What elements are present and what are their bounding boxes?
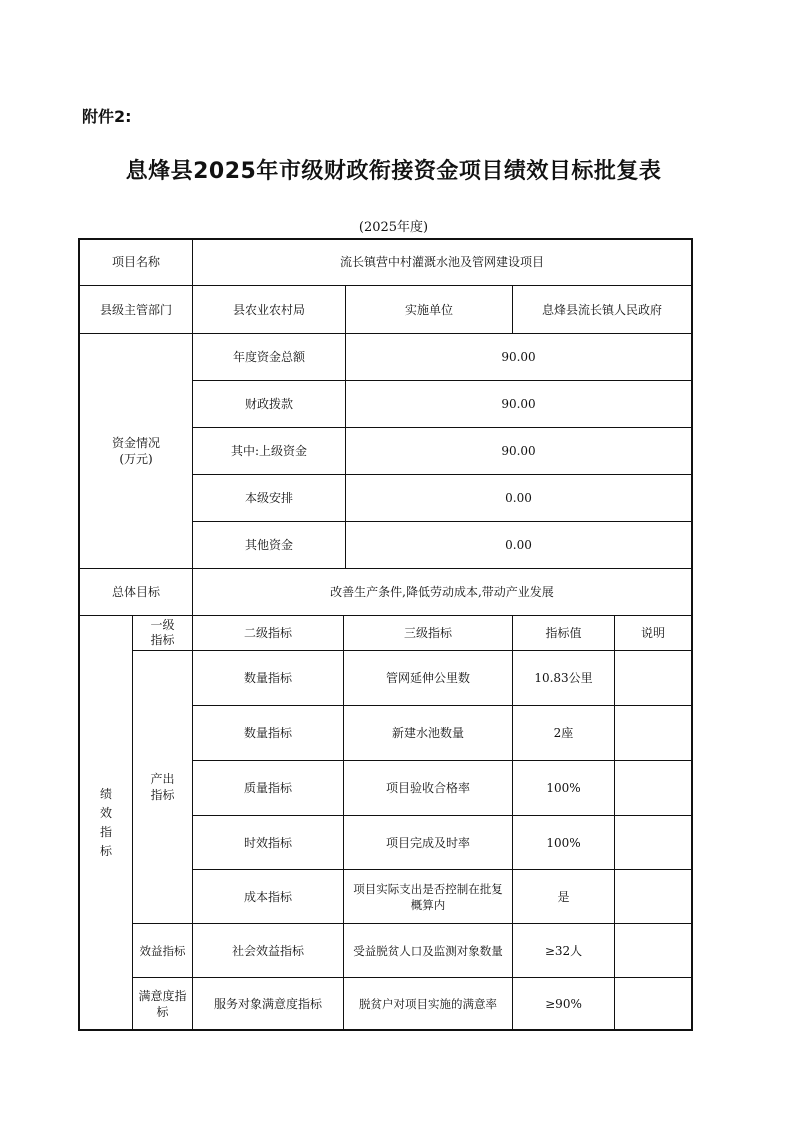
side-char: 效 xyxy=(99,805,112,820)
satisfaction-level1-line2: 标 xyxy=(156,1004,169,1019)
satisfaction-value: ≥90% xyxy=(545,996,582,1011)
funds-label xyxy=(80,334,192,568)
attachment-label: 附件2: xyxy=(82,107,132,126)
header-level3: 三级指标 xyxy=(403,626,452,640)
funds-row-value: 90.00 xyxy=(501,444,536,458)
impl-value: 息烽县流长镇人民政府 xyxy=(541,302,662,317)
indicator-level3: 新建水池数量 xyxy=(391,726,464,740)
goal-label: 总体目标 xyxy=(111,585,160,599)
indicator-note xyxy=(615,761,691,815)
indicator-level3-line2: 概算内 xyxy=(410,897,446,912)
side-char: 绩 xyxy=(99,786,112,801)
output-label-line2: 指标 xyxy=(150,788,175,802)
goal-value: 改善生产条件,降低劳动成本,带动产业发展 xyxy=(330,585,554,599)
side-char: 标 xyxy=(99,843,112,858)
header-level1 xyxy=(133,616,192,650)
indicator-note xyxy=(615,816,691,869)
project-name-value: 流长镇营中村灌溉水池及管网建设项目 xyxy=(339,255,544,269)
satisfaction-level1-line1: 满意度指 xyxy=(138,988,187,1003)
funds-row-label: 年度资金总额 xyxy=(232,350,305,364)
indicator-level2: 数量指标 xyxy=(243,671,292,685)
benefit-level3: 受益脱贫人口及监测对象数量 xyxy=(353,943,503,958)
funds-row-value: 90.00 xyxy=(501,397,536,411)
funds-row-label: 其他资金 xyxy=(244,538,293,552)
satisfaction-level3: 脱贫户对项目实施的满意率 xyxy=(359,996,497,1011)
benefit-level2: 社会效益指标 xyxy=(231,943,304,958)
funds-row-value: 90.00 xyxy=(501,350,536,364)
indicator-value: 100% xyxy=(546,781,581,795)
indicator-value: 10.83公里 xyxy=(534,671,593,685)
indicator-level2: 质量指标 xyxy=(243,781,292,795)
indicator-level3-line1: 项目实际支出是否控制在批复 xyxy=(353,881,503,896)
header-note: 说明 xyxy=(640,626,665,640)
indicator-level3: 项目验收合格率 xyxy=(385,781,470,795)
funds-row-label: 财政拨款 xyxy=(244,397,293,411)
indicator-level3 xyxy=(344,870,512,923)
side-char: 指 xyxy=(99,824,112,839)
indicator-note xyxy=(615,870,691,923)
indicator-value: 100% xyxy=(546,835,581,850)
satisfaction-level2: 服务对象满意度指标 xyxy=(213,996,322,1011)
header-level1-line1: 一级 xyxy=(150,618,175,632)
project-name-label: 项目名称 xyxy=(111,255,160,269)
satisfaction-level1 xyxy=(133,978,192,1029)
header-level1-line2: 指标 xyxy=(150,633,175,647)
dept-value: 县农业农村局 xyxy=(232,302,305,317)
funds-row-value: 0.00 xyxy=(505,538,532,552)
indicator-level3: 管网延伸公里数 xyxy=(385,671,470,685)
impl-label: 实施单位 xyxy=(404,302,453,317)
indicator-level3: 项目完成及时率 xyxy=(385,835,470,850)
dept-label: 县级主管部门 xyxy=(99,302,172,317)
indicator-level2: 数量指标 xyxy=(243,726,292,740)
page-title: 息烽县2025年市级财政衔接资金项目绩效目标批复表 xyxy=(125,159,662,184)
funds-row-label: 其中:上级资金 xyxy=(230,444,308,458)
benefit-note xyxy=(615,924,691,977)
indicators-side-label xyxy=(80,616,132,1029)
funds-label-line2: (万元) xyxy=(119,452,153,466)
year-label: (2025年度) xyxy=(358,220,429,235)
output-label-line1: 产出 xyxy=(150,772,175,786)
satisfaction-note xyxy=(615,978,691,1029)
funds-row-value: 0.00 xyxy=(505,491,532,505)
benefit-level1: 效益指标 xyxy=(139,943,186,958)
funds-label-line1: 资金情况 xyxy=(111,436,160,450)
indicator-note xyxy=(615,706,691,760)
indicator-note xyxy=(615,651,691,705)
indicator-level2: 时效指标 xyxy=(243,835,292,850)
indicator-level2: 成本指标 xyxy=(243,889,292,904)
header-value: 指标值 xyxy=(545,626,582,640)
header-level2: 二级指标 xyxy=(243,626,292,640)
benefit-value: ≥32人 xyxy=(544,943,583,958)
indicator-value: 是 xyxy=(557,889,570,904)
output-indicators-label xyxy=(133,651,192,923)
indicator-value: 2座 xyxy=(553,726,574,740)
funds-row-label: 本级安排 xyxy=(244,491,293,505)
